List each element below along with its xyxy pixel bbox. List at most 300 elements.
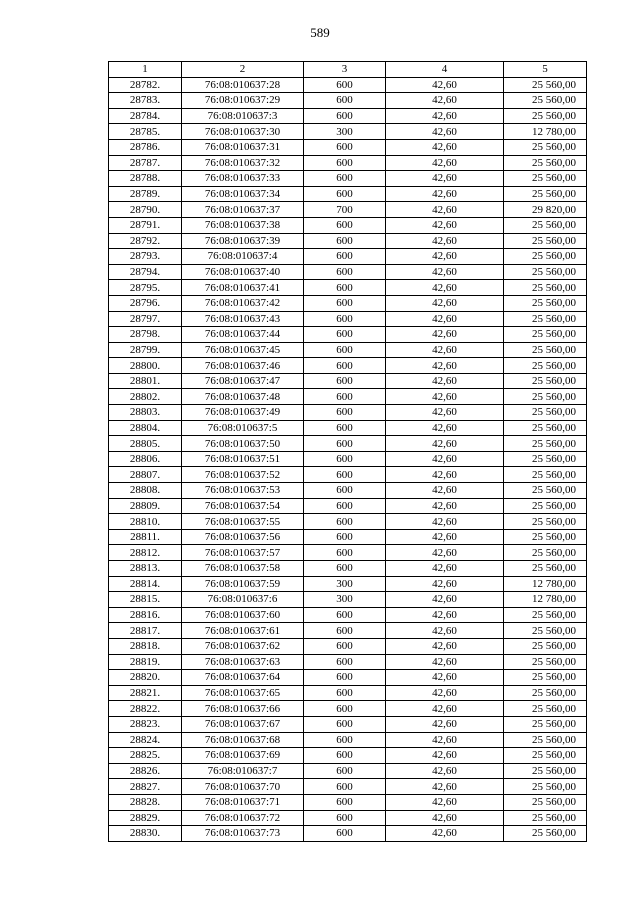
table-row [109, 654, 587, 670]
row-number-cell: 28813. [109, 561, 182, 577]
row-number-cell: 28807. [109, 467, 182, 483]
area-cell: 600 [304, 498, 386, 514]
rate-cell: 42,60 [386, 498, 504, 514]
cadastral-number-cell: 76:08:010637:6 [182, 592, 304, 608]
cadastral-number-cell: 76:08:010637:7 [182, 763, 304, 779]
area-cell: 600 [304, 763, 386, 779]
table-row [109, 280, 587, 296]
area-cell: 600 [304, 171, 386, 187]
row-number-cell: 28810. [109, 514, 182, 530]
cadastral-number-cell: 76:08:010637:38 [182, 217, 304, 233]
area-cell: 600 [304, 373, 386, 389]
rate-cell: 42,60 [386, 436, 504, 452]
rate-cell: 42,60 [386, 249, 504, 265]
amount-cell: 25 560,00 [504, 483, 587, 499]
row-number-cell: 28795. [109, 280, 182, 296]
area-cell: 600 [304, 545, 386, 561]
rate-cell: 42,60 [386, 545, 504, 561]
rate-cell: 42,60 [386, 280, 504, 296]
row-number-cell: 28812. [109, 545, 182, 561]
amount-cell: 25 560,00 [504, 155, 587, 171]
area-cell: 700 [304, 202, 386, 218]
area-cell: 600 [304, 436, 386, 452]
table-row [109, 716, 587, 732]
cadastral-number-cell: 76:08:010637:42 [182, 295, 304, 311]
amount-cell: 25 560,00 [504, 342, 587, 358]
amount-cell: 25 560,00 [504, 217, 587, 233]
cadastral-number-cell: 76:08:010637:56 [182, 529, 304, 545]
row-number-cell: 28806. [109, 451, 182, 467]
rate-cell: 42,60 [386, 171, 504, 187]
table-row [109, 561, 587, 577]
row-number-cell: 28796. [109, 295, 182, 311]
table-row [109, 124, 587, 140]
area-cell: 600 [304, 139, 386, 155]
amount-cell: 25 560,00 [504, 623, 587, 639]
cadastral-number-cell: 76:08:010637:70 [182, 779, 304, 795]
amount-cell: 25 560,00 [504, 607, 587, 623]
amount-cell: 25 560,00 [504, 514, 587, 530]
page-number: 589 [310, 25, 330, 40]
table-row [109, 155, 587, 171]
row-number-cell: 28821. [109, 685, 182, 701]
amount-cell: 25 560,00 [504, 108, 587, 124]
area-cell: 600 [304, 280, 386, 296]
table-header [109, 62, 587, 78]
table-row [109, 732, 587, 748]
area-cell: 300 [304, 592, 386, 608]
cadastral-number-cell: 76:08:010637:3 [182, 108, 304, 124]
cadastral-number-cell: 76:08:010637:28 [182, 77, 304, 93]
table-row [109, 576, 587, 592]
table-row [109, 545, 587, 561]
area-cell: 600 [304, 794, 386, 810]
cadastral-number-cell: 76:08:010637:60 [182, 607, 304, 623]
amount-cell: 25 560,00 [504, 826, 587, 842]
rate-cell: 42,60 [386, 592, 504, 608]
row-number-cell: 28828. [109, 794, 182, 810]
rate-cell: 42,60 [386, 732, 504, 748]
area-cell: 600 [304, 358, 386, 374]
area-cell: 600 [304, 389, 386, 405]
area-cell: 600 [304, 529, 386, 545]
rate-cell: 42,60 [386, 327, 504, 343]
cadastral-number-cell: 76:08:010637:47 [182, 373, 304, 389]
cadastral-number-cell: 76:08:010637:54 [182, 498, 304, 514]
area-cell: 600 [304, 233, 386, 249]
row-number-cell: 28786. [109, 139, 182, 155]
amount-cell: 25 560,00 [504, 389, 587, 405]
amount-cell: 25 560,00 [504, 779, 587, 795]
header-col-5: 5 [504, 62, 587, 78]
row-number-cell: 28820. [109, 670, 182, 686]
area-cell: 600 [304, 451, 386, 467]
rate-cell: 42,60 [386, 529, 504, 545]
row-number-cell: 28816. [109, 607, 182, 623]
cadastral-number-cell: 76:08:010637:65 [182, 685, 304, 701]
cadastral-number-cell: 76:08:010637:61 [182, 623, 304, 639]
table-row [109, 794, 587, 810]
table-row [109, 327, 587, 343]
row-number-cell: 28782. [109, 77, 182, 93]
cadastral-number-cell: 76:08:010637:46 [182, 358, 304, 374]
amount-cell: 25 560,00 [504, 467, 587, 483]
row-number-cell: 28800. [109, 358, 182, 374]
table-row [109, 342, 587, 358]
cadastral-number-cell: 76:08:010637:32 [182, 155, 304, 171]
cadastral-number-cell: 76:08:010637:29 [182, 93, 304, 109]
amount-cell: 25 560,00 [504, 545, 587, 561]
table-row [109, 405, 587, 421]
cadastral-number-cell: 76:08:010637:62 [182, 638, 304, 654]
amount-cell: 12 780,00 [504, 124, 587, 140]
table-row [109, 638, 587, 654]
table-row [109, 77, 587, 93]
area-cell: 600 [304, 810, 386, 826]
rate-cell: 42,60 [386, 342, 504, 358]
area-cell: 600 [304, 327, 386, 343]
table-row [109, 623, 587, 639]
area-cell: 600 [304, 716, 386, 732]
rate-cell: 42,60 [386, 186, 504, 202]
table-row [109, 529, 587, 545]
row-number-cell: 28822. [109, 701, 182, 717]
table-row [109, 685, 587, 701]
area-cell: 600 [304, 779, 386, 795]
rate-cell: 42,60 [386, 311, 504, 327]
amount-cell: 25 560,00 [504, 295, 587, 311]
area-cell: 600 [304, 670, 386, 686]
amount-cell: 25 560,00 [504, 311, 587, 327]
amount-cell: 25 560,00 [504, 171, 587, 187]
area-cell: 600 [304, 685, 386, 701]
table-row [109, 420, 587, 436]
table-row [109, 514, 587, 530]
area-cell: 600 [304, 826, 386, 842]
amount-cell: 25 560,00 [504, 436, 587, 452]
cadastral-number-cell: 76:08:010637:40 [182, 264, 304, 280]
area-cell: 600 [304, 295, 386, 311]
area-cell: 600 [304, 249, 386, 265]
row-number-cell: 28803. [109, 405, 182, 421]
amount-cell: 25 560,00 [504, 701, 587, 717]
header-col-3: 3 [304, 62, 386, 78]
cadastral-number-cell: 76:08:010637:33 [182, 171, 304, 187]
table-row [109, 249, 587, 265]
row-number-cell: 28797. [109, 311, 182, 327]
row-number-cell: 28791. [109, 217, 182, 233]
area-cell: 300 [304, 124, 386, 140]
row-number-cell: 28788. [109, 171, 182, 187]
cadastral-number-cell: 76:08:010637:59 [182, 576, 304, 592]
cadastral-number-cell: 76:08:010637:55 [182, 514, 304, 530]
cadastral-number-cell: 76:08:010637:4 [182, 249, 304, 265]
area-cell: 600 [304, 342, 386, 358]
table-row [109, 810, 587, 826]
amount-cell: 25 560,00 [504, 561, 587, 577]
rate-cell: 42,60 [386, 389, 504, 405]
area-cell: 600 [304, 748, 386, 764]
table-row [109, 264, 587, 280]
row-number-cell: 28798. [109, 327, 182, 343]
rate-cell: 42,60 [386, 155, 504, 171]
table-row [109, 701, 587, 717]
area-cell: 600 [304, 311, 386, 327]
rate-cell: 42,60 [386, 623, 504, 639]
rate-cell: 42,60 [386, 670, 504, 686]
area-cell: 600 [304, 93, 386, 109]
row-number-cell: 28805. [109, 436, 182, 452]
cadastral-number-cell: 76:08:010637:34 [182, 186, 304, 202]
header-col-1: 1 [109, 62, 182, 78]
area-cell: 600 [304, 467, 386, 483]
cadastral-number-cell: 76:08:010637:30 [182, 124, 304, 140]
cadastral-number-cell: 76:08:010637:39 [182, 233, 304, 249]
table-row [109, 108, 587, 124]
table-row [109, 592, 587, 608]
amount-cell: 29 820,00 [504, 202, 587, 218]
table-row [109, 171, 587, 187]
table-row [109, 607, 587, 623]
rate-cell: 42,60 [386, 202, 504, 218]
area-cell: 600 [304, 623, 386, 639]
rate-cell: 42,60 [386, 763, 504, 779]
area-cell: 600 [304, 405, 386, 421]
amount-cell: 25 560,00 [504, 654, 587, 670]
registry-table [108, 61, 587, 842]
row-number-cell: 28819. [109, 654, 182, 670]
rate-cell: 42,60 [386, 794, 504, 810]
rate-cell: 42,60 [386, 124, 504, 140]
rate-cell: 42,60 [386, 701, 504, 717]
table-row [109, 358, 587, 374]
table-row [109, 763, 587, 779]
rate-cell: 42,60 [386, 264, 504, 280]
row-number-cell: 28823. [109, 716, 182, 732]
rate-cell: 42,60 [386, 607, 504, 623]
row-number-cell: 28793. [109, 249, 182, 265]
cadastral-number-cell: 76:08:010637:69 [182, 748, 304, 764]
cadastral-number-cell: 76:08:010637:57 [182, 545, 304, 561]
row-number-cell: 28799. [109, 342, 182, 358]
row-number-cell: 28784. [109, 108, 182, 124]
table-row [109, 93, 587, 109]
row-number-cell: 28814. [109, 576, 182, 592]
row-number-cell: 28815. [109, 592, 182, 608]
table-row [109, 373, 587, 389]
row-number-cell: 28783. [109, 93, 182, 109]
area-cell: 600 [304, 514, 386, 530]
row-number-cell: 28826. [109, 763, 182, 779]
rate-cell: 42,60 [386, 638, 504, 654]
rate-cell: 42,60 [386, 139, 504, 155]
amount-cell: 25 560,00 [504, 529, 587, 545]
amount-cell: 25 560,00 [504, 327, 587, 343]
amount-cell: 25 560,00 [504, 358, 587, 374]
row-number-cell: 28785. [109, 124, 182, 140]
cadastral-number-cell: 76:08:010637:52 [182, 467, 304, 483]
area-cell: 600 [304, 77, 386, 93]
rate-cell: 42,60 [386, 779, 504, 795]
cadastral-number-cell: 76:08:010637:67 [182, 716, 304, 732]
row-number-cell: 28790. [109, 202, 182, 218]
area-cell: 600 [304, 264, 386, 280]
rate-cell: 42,60 [386, 467, 504, 483]
row-number-cell: 28792. [109, 233, 182, 249]
table-row [109, 748, 587, 764]
amount-cell: 25 560,00 [504, 763, 587, 779]
rate-cell: 42,60 [386, 93, 504, 109]
rate-cell: 42,60 [386, 358, 504, 374]
rate-cell: 42,60 [386, 483, 504, 499]
amount-cell: 25 560,00 [504, 186, 587, 202]
area-cell: 600 [304, 607, 386, 623]
table-row [109, 233, 587, 249]
cadastral-number-cell: 76:08:010637:31 [182, 139, 304, 155]
table-body [109, 77, 587, 841]
rate-cell: 42,60 [386, 451, 504, 467]
table-row [109, 826, 587, 842]
rate-cell: 42,60 [386, 826, 504, 842]
table-row [109, 483, 587, 499]
cadastral-number-cell: 76:08:010637:50 [182, 436, 304, 452]
amount-cell: 12 780,00 [504, 592, 587, 608]
cadastral-number-cell: 76:08:010637:44 [182, 327, 304, 343]
area-cell: 600 [304, 561, 386, 577]
area-cell: 600 [304, 217, 386, 233]
amount-cell: 25 560,00 [504, 794, 587, 810]
cadastral-number-cell: 76:08:010637:43 [182, 311, 304, 327]
row-number-cell: 28817. [109, 623, 182, 639]
cadastral-number-cell: 76:08:010637:71 [182, 794, 304, 810]
amount-cell: 25 560,00 [504, 233, 587, 249]
amount-cell: 25 560,00 [504, 249, 587, 265]
row-number-cell: 28804. [109, 420, 182, 436]
header-col-4: 4 [386, 62, 504, 78]
row-number-cell: 28808. [109, 483, 182, 499]
row-number-cell: 28830. [109, 826, 182, 842]
amount-cell: 25 560,00 [504, 498, 587, 514]
rate-cell: 42,60 [386, 748, 504, 764]
area-cell: 600 [304, 186, 386, 202]
rate-cell: 42,60 [386, 810, 504, 826]
rate-cell: 42,60 [386, 217, 504, 233]
cadastral-number-cell: 76:08:010637:66 [182, 701, 304, 717]
cadastral-number-cell: 76:08:010637:48 [182, 389, 304, 405]
cadastral-number-cell: 76:08:010637:63 [182, 654, 304, 670]
area-cell: 600 [304, 701, 386, 717]
row-number-cell: 28794. [109, 264, 182, 280]
amount-cell: 25 560,00 [504, 716, 587, 732]
table-row [109, 451, 587, 467]
table-row [109, 295, 587, 311]
cadastral-number-cell: 76:08:010637:72 [182, 810, 304, 826]
rate-cell: 42,60 [386, 295, 504, 311]
rate-cell: 42,60 [386, 233, 504, 249]
row-number-cell: 28825. [109, 748, 182, 764]
amount-cell: 25 560,00 [504, 420, 587, 436]
row-number-cell: 28811. [109, 529, 182, 545]
rate-cell: 42,60 [386, 716, 504, 732]
amount-cell: 25 560,00 [504, 748, 587, 764]
row-number-cell: 28818. [109, 638, 182, 654]
row-number-cell: 28801. [109, 373, 182, 389]
cadastral-number-cell: 76:08:010637:41 [182, 280, 304, 296]
cadastral-number-cell: 76:08:010637:37 [182, 202, 304, 218]
cadastral-number-cell: 76:08:010637:64 [182, 670, 304, 686]
cadastral-number-cell: 76:08:010637:49 [182, 405, 304, 421]
table-row [109, 139, 587, 155]
table-row [109, 202, 587, 218]
rate-cell: 42,60 [386, 685, 504, 701]
area-cell: 600 [304, 638, 386, 654]
table-row [109, 436, 587, 452]
amount-cell: 25 560,00 [504, 685, 587, 701]
area-cell: 600 [304, 732, 386, 748]
header-row [109, 62, 587, 78]
area-cell: 600 [304, 420, 386, 436]
cadastral-number-cell: 76:08:010637:73 [182, 826, 304, 842]
cadastral-number-cell: 76:08:010637:45 [182, 342, 304, 358]
amount-cell: 25 560,00 [504, 451, 587, 467]
table-row [109, 670, 587, 686]
row-number-cell: 28809. [109, 498, 182, 514]
amount-cell: 25 560,00 [504, 280, 587, 296]
amount-cell: 25 560,00 [504, 264, 587, 280]
row-number-cell: 28802. [109, 389, 182, 405]
area-cell: 600 [304, 108, 386, 124]
table-row [109, 311, 587, 327]
row-number-cell: 28829. [109, 810, 182, 826]
table-row [109, 186, 587, 202]
rate-cell: 42,60 [386, 420, 504, 436]
amount-cell: 25 560,00 [504, 638, 587, 654]
amount-cell: 25 560,00 [504, 77, 587, 93]
row-number-cell: 28787. [109, 155, 182, 171]
rate-cell: 42,60 [386, 108, 504, 124]
table-row [109, 498, 587, 514]
rate-cell: 42,60 [386, 373, 504, 389]
cadastral-number-cell: 76:08:010637:68 [182, 732, 304, 748]
rate-cell: 42,60 [386, 514, 504, 530]
cadastral-number-cell: 76:08:010637:58 [182, 561, 304, 577]
area-cell: 600 [304, 483, 386, 499]
amount-cell: 25 560,00 [504, 670, 587, 686]
amount-cell: 25 560,00 [504, 373, 587, 389]
table-row [109, 389, 587, 405]
rate-cell: 42,60 [386, 576, 504, 592]
table-row [109, 467, 587, 483]
amount-cell: 25 560,00 [504, 139, 587, 155]
rate-cell: 42,60 [386, 561, 504, 577]
amount-cell: 25 560,00 [504, 405, 587, 421]
amount-cell: 25 560,00 [504, 732, 587, 748]
row-number-cell: 28789. [109, 186, 182, 202]
rate-cell: 42,60 [386, 77, 504, 93]
rate-cell: 42,60 [386, 405, 504, 421]
area-cell: 600 [304, 654, 386, 670]
cadastral-number-cell: 76:08:010637:53 [182, 483, 304, 499]
cadastral-number-cell: 76:08:010637:51 [182, 451, 304, 467]
row-number-cell: 28827. [109, 779, 182, 795]
amount-cell: 25 560,00 [504, 93, 587, 109]
table-row [109, 217, 587, 233]
rate-cell: 42,60 [386, 654, 504, 670]
table-row [109, 779, 587, 795]
area-cell: 600 [304, 155, 386, 171]
row-number-cell: 28824. [109, 732, 182, 748]
header-col-2: 2 [182, 62, 304, 78]
